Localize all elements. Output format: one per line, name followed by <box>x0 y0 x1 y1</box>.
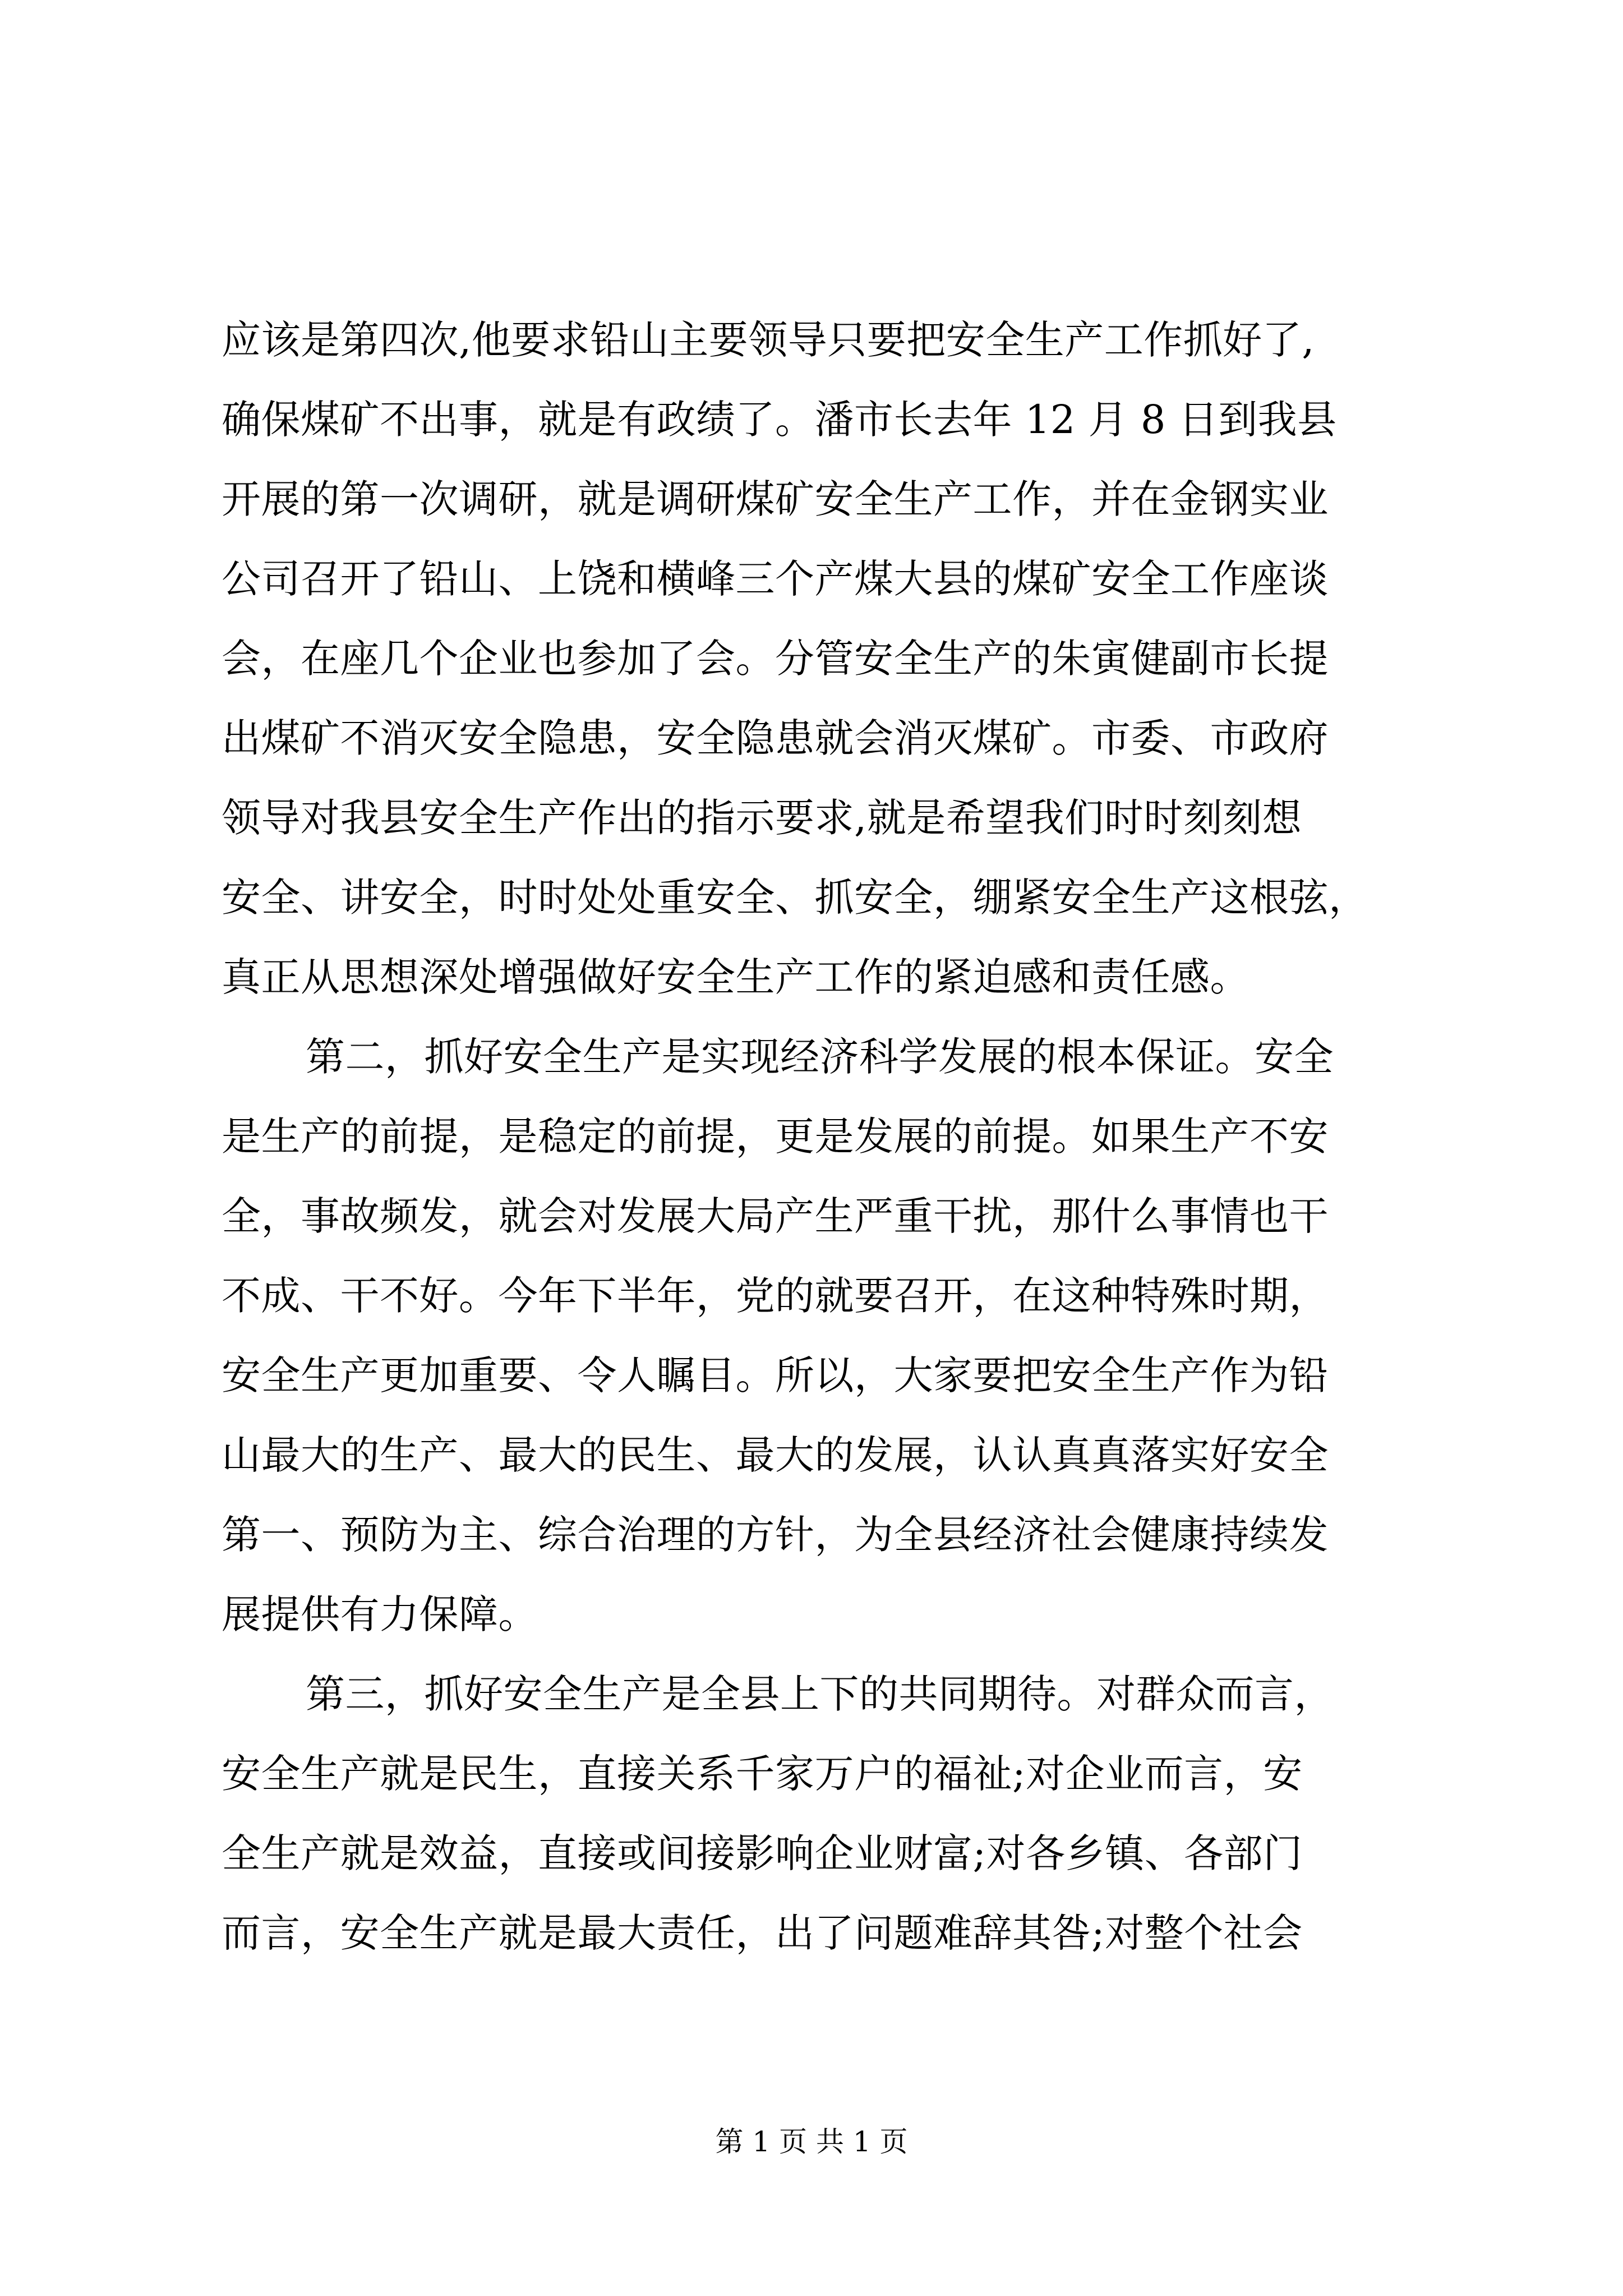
paragraph-2-line-8: 展提供有力保障。 <box>222 1591 538 1637</box>
paragraph-2-line-2: 是生产的前提，是稳定的前提，更是发展的前提。如果生产不安 <box>222 1114 1329 1159</box>
paragraph-3-line-1: 第三，抓好安全生产是全县上下的共同期待。对群众而言， <box>306 1671 1334 1717</box>
paragraph-2-line-5: 安全生产更加重要、令人瞩目。所以，大家要把安全生产作为铅 <box>222 1352 1329 1398</box>
paragraph-1-line-2: 确保煤矿不出事，就是有政绩了。潘市长去年 12 月 8 日到我县 <box>222 397 1337 443</box>
paragraph-3-line-3: 全生产就是效益，直接或间接影响企业财富;对各乡镇、各部门 <box>222 1830 1303 1876</box>
document-body <box>222 300 1495 1973</box>
paragraph-1-line-7: 领导对我县安全生产作出的指示要求,就是希望我们时时刻刻想 <box>222 795 1302 841</box>
paragraph-1-line-6: 出煤矿不消灭安全隐患，安全隐患就会消灭煤矿。市委、市政府 <box>222 715 1329 761</box>
paragraph-1-line-4: 公司召开了铅山、上饶和横峰三个产煤大县的煤矿安全工作座谈 <box>222 556 1329 602</box>
paragraph-1-line-9: 真正从思想深处增强做好安全生产工作的紧迫感和责任感。 <box>222 954 1249 1000</box>
page-number-footer: 第 1 页 共 1 页 <box>715 2125 908 2158</box>
paragraph-1-line-8: 安全、讲安全，时时处处重安全、抓安全，绷紧安全生产这根弦， <box>222 875 1368 921</box>
paragraph-1-line-1: 应该是第四次,他要求铅山主要领导只要把安全生产工作抓好了, <box>222 317 1315 363</box>
paragraph-2-line-7: 第一、预防为主、综合治理的方针，为全县经济社会健康持续发 <box>222 1512 1329 1558</box>
paragraph-3-line-4: 而言，安全生产就是最大责任，出了问题难辞其咎;对整个社会 <box>222 1910 1303 1956</box>
paragraph-2-line-3: 全，事故频发，就会对发展大局产生严重干扰，那什么事情也干 <box>222 1193 1329 1239</box>
paragraph-1-line-5: 会，在座几个企业也参加了会。分管安全生产的朱寅健副市长提 <box>222 636 1329 682</box>
paragraph-1-line-3: 开展的第一次调研，就是调研煤矿安全生产工作，并在金钢实业 <box>222 476 1329 522</box>
paragraph-2-line-4: 不成、干不好。今年下半年，党的就要召开，在这种特殊时期， <box>222 1273 1329 1319</box>
paragraph-2-line-6: 山最大的生产、最大的民生、最大的发展，认认真真落实好安全 <box>222 1432 1329 1478</box>
paragraph-3-line-2: 安全生产就是民生，直接关系千家万户的福祉;对企业而言，安 <box>222 1751 1303 1797</box>
paragraph-2-line-1: 第二，抓好安全生产是实现经济科学发展的根本保证。安全 <box>306 1034 1334 1080</box>
